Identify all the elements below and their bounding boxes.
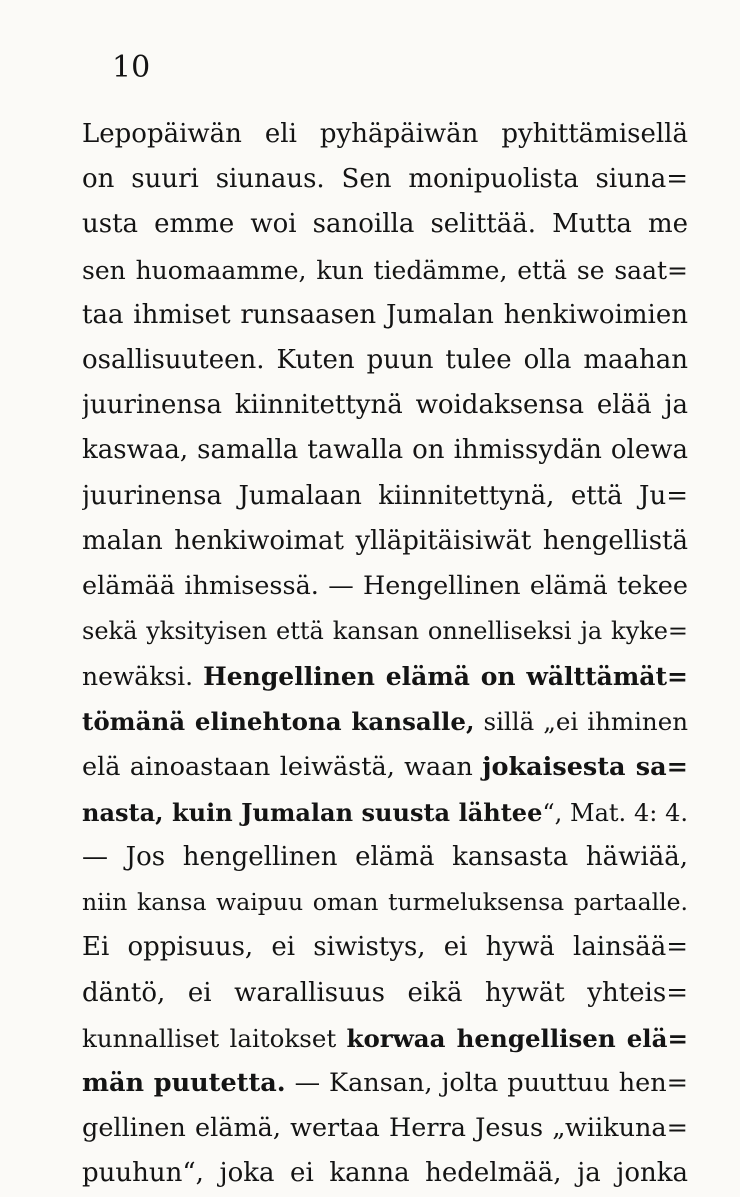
text-line [82,1061,688,1106]
text-line [82,835,688,880]
text-line [82,519,688,564]
text-segment: — Jos hengellinen elämä kansasta häwiää, [82,842,688,872]
text-line [82,1016,688,1061]
text-segment: — Kansan, jolta puuttuu hen= [285,1067,688,1098]
emphasized-text: nasta, kuin Jumalan suusta lähtee [82,797,543,827]
text-line [82,1106,688,1151]
text-line [82,699,688,744]
text-segment: däntö, ei warallisuus eikä hywät yhteis= [82,977,688,1008]
emphasized-text: Hengellinen elämä on wälttämät= [203,662,688,692]
text-line [82,383,688,428]
emphasized-text: korwaa hengellisen elä= [346,1023,688,1053]
text-line [82,564,688,609]
text-segment: sillä „ei ihminen [474,707,688,737]
text-segment: kunnalliset laitokset [82,1023,347,1053]
text-line [82,474,688,519]
text-line [82,609,688,654]
text-line [82,654,688,699]
text-segment: juurinensa kiinnitettynä woidaksensa elää ja [82,390,688,421]
text-line [82,338,688,383]
text-line [82,790,688,835]
text-line [82,293,688,338]
text-line [82,202,688,247]
text-line [82,971,688,1016]
text-segment: juurinensa Jumalaan kiinnitettynä, että Ju= [82,480,688,511]
text-segment: Lepopäiwän eli pyhäpäiwän pyhittämisellä [82,119,688,149]
text-segment: elämää ihmisessä. — Hengellinen elämä tekee [82,570,688,601]
body-text [82,112,688,1197]
text-segment: taa ihmiset runsaasen Jumalan henkiwoimien [82,299,688,330]
emphasized-text: jokaisesta sa= [482,751,688,782]
text-segment: kaswaa, samalla tawalla on ihmissydän olewa [82,435,688,466]
text-line [82,112,688,157]
text-segment: “, Mat. 4: 4. [542,798,688,827]
text-segment: elä ainoastaan leiwästä, waan [82,751,483,782]
text-line [82,1151,688,1196]
text-segment: malan henkiwoimat ylläpitäisiwät hengellistä [82,525,688,556]
text-line [82,745,688,790]
text-line [82,925,688,970]
text-segment: on suuri siunaus. Sen monipuolista siuna= [82,164,688,195]
text-segment: puuhun“, joka ei kanna hedelmää, ja jonka [82,1158,688,1189]
text-segment: niin kansa waipuu oman turmeluksensa partaalle. [82,888,688,917]
text-segment: sekä yksityisen että kansan onnelliseksi ja kyke= [82,617,688,646]
text-segment: Ei oppisuus, ei siwistys, ei hywä lainsää= [82,932,688,963]
text-line [82,428,688,473]
emphasized-text: män puutetta. [82,1067,286,1098]
text-segment: newäksi. [82,662,204,692]
emphasized-text: tömänä elinehtona kansalle, [82,707,475,737]
text-line [82,880,688,925]
text-segment: usta emme woi sanoilla selittää. Mutta me [82,209,688,240]
text-line [82,248,688,293]
page-number: 10 [112,50,151,85]
text-segment: osallisuuteen. Kuten puun tulee olla maahan [82,344,688,375]
text-line [82,157,688,202]
text-segment: sen huomaamme, kun tiedämme, että se saat= [82,255,688,285]
text-segment: gellinen elämä, wertaa Herra Jesus „wiikuna= [82,1113,688,1144]
